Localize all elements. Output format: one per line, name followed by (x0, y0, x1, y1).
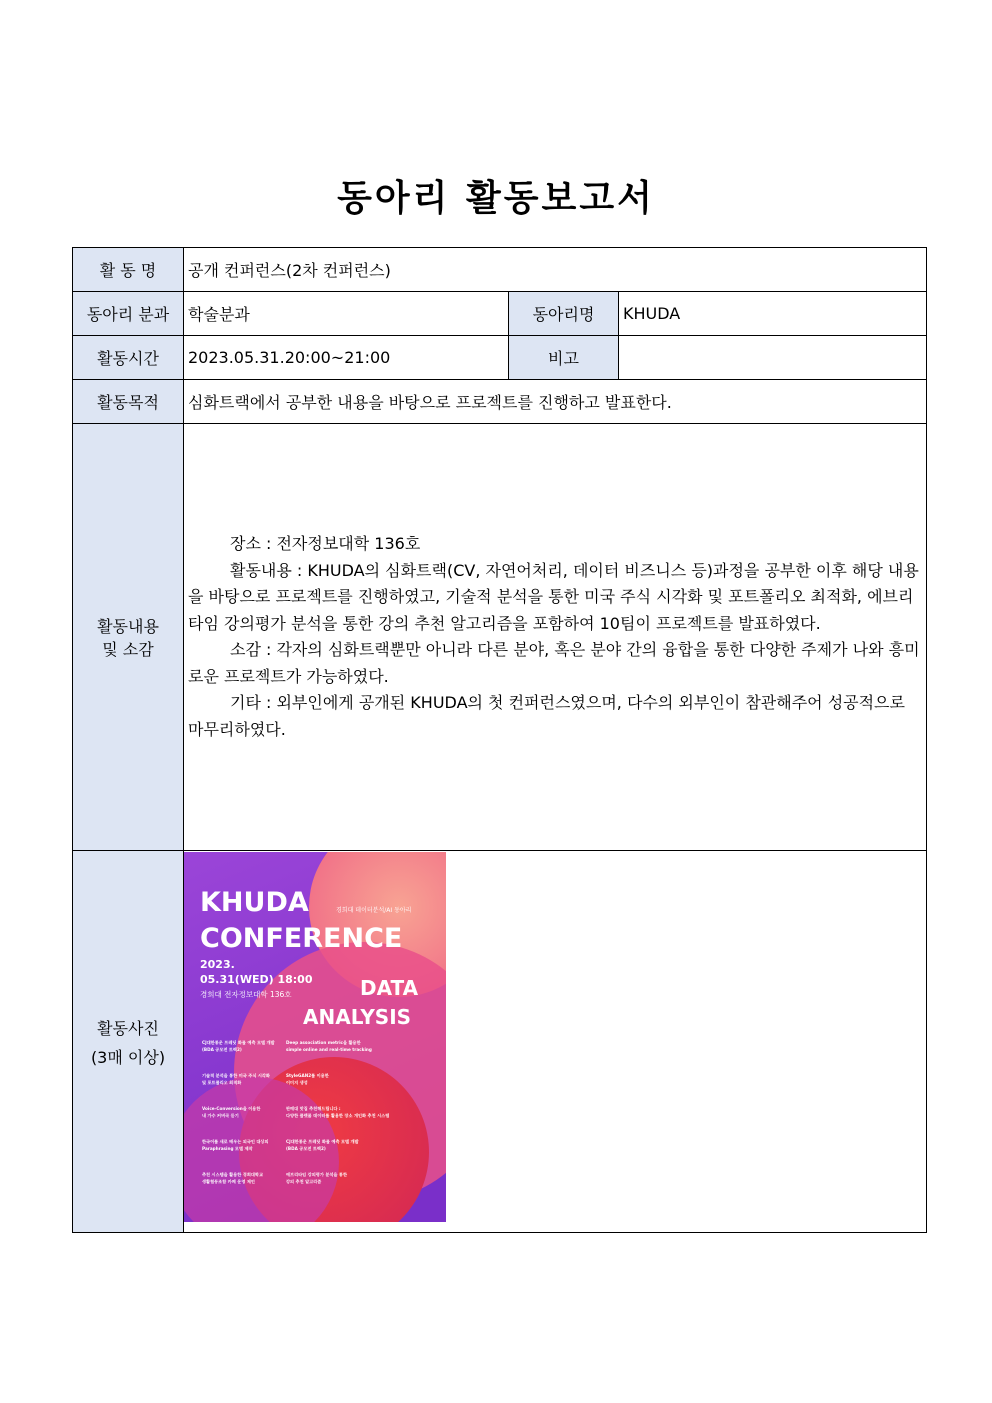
poster-project-title: 추천 시스템을 활용한 경희대학교 (202, 1172, 264, 1177)
label-photo (73, 851, 184, 1233)
value-content (184, 424, 927, 851)
content-body (188, 531, 922, 743)
poster-project-subtitle: Paraphrasing 모델 제작 (202, 1146, 253, 1151)
row-content (73, 424, 927, 851)
poster-project-title: Voice-Conversion을 이용한 (202, 1106, 261, 1111)
row-photo (73, 851, 927, 1233)
value-activity-name: 공개 컨퍼런스(2차 컨퍼런스) (184, 248, 927, 292)
poster-project-subtitle: 및 포트폴리오 최적화 (202, 1080, 242, 1085)
document-title: 동아리 활동보고서 (337, 178, 655, 219)
value-activity-time: 2023.05.31.20:00~21:00 (184, 336, 509, 380)
poster-project-title: 판매대 맛집 추천해드립니다 : (286, 1106, 341, 1111)
label-club-name: 동아리명 (509, 292, 619, 336)
value-club-name: KHUDA (619, 292, 927, 336)
row-activity-name (73, 248, 927, 292)
poster-title-1: KHUDA (200, 887, 309, 918)
label-photo-line2: (3매 이상) (90, 1047, 166, 1067)
poster-project-subtitle: simple online and real-time tracking (286, 1047, 372, 1052)
poster-project-title: 에브리타임 강의평가 분석을 통한 (286, 1172, 348, 1177)
label-activity-name: 활 동 명 (73, 248, 184, 292)
content-paragraph-impression: 소감 : 각자의 심화트랙뿐만 아니라 다른 분야, 혹은 분야 간의 융합을 통한 다양한 주제가 나와 흥미로운 프로젝트가 가능하였다. (188, 640, 920, 686)
poster-analysis: ANALYSIS (303, 1005, 412, 1029)
poster-project-title: 한국어를 새로 배우는 외국인 대상의 (202, 1139, 269, 1144)
poster-data: DATA (360, 976, 419, 1000)
poster-project-subtitle: 생활협동조합 카페 운영 제언 (202, 1179, 255, 1184)
poster-project-subtitle: 다양한 플랫폼 데이터를 활용한 장소 개인화 추천 시스템 (286, 1113, 390, 1118)
poster-project-title: CJ대한통운 프레딧 화물 예측 모델 개발 (202, 1040, 275, 1045)
value-remarks (619, 336, 927, 380)
report-table (72, 247, 927, 1233)
poster-project-subtitle: (BDA 공모전 트랙2) (202, 1047, 242, 1052)
label-club-division: 동아리 분과 (73, 292, 184, 336)
poster-project-subtitle: 이미지 생성 (286, 1080, 308, 1085)
poster-title-2: CONFERENCE (200, 923, 403, 954)
value-purpose: 심화트랙에서 공부한 내용을 바탕으로 프로젝트를 진행하고 발표한다. (184, 380, 927, 424)
poster-project-subtitle: 내 가수 커버곡 듣기 (202, 1113, 239, 1118)
row-activity-time (73, 336, 927, 380)
poster-project-title: 기술적 분석을 통한 미국 주식 시각화 (202, 1073, 270, 1078)
poster-project-subtitle: (BDA 공모전 트랙2) (286, 1146, 326, 1151)
label-remarks: 비고 (509, 336, 619, 380)
label-content-line2: 및 소감 (102, 640, 154, 659)
poster-venue: 경희대 전자정보대학 136호 (200, 990, 292, 999)
row-purpose (73, 380, 927, 424)
value-photo (184, 851, 927, 1233)
label-content-line1: 활동내용 (97, 617, 159, 636)
row-club-division (73, 292, 927, 336)
label-content (73, 424, 184, 851)
poster-club-tag: 경희대 데이터분석/AI 동아리 (336, 907, 412, 914)
poster-date-1: 2023. (200, 958, 235, 971)
poster-project-title: CJ대한통운 프레딧 화물 예측 모델 개발 (286, 1139, 359, 1144)
poster-project-title: Deep association metric을 활용한 (286, 1040, 361, 1045)
conference-poster-image (184, 852, 446, 1222)
value-club-division: 학술분과 (184, 292, 509, 336)
poster-date-2: 05.31(WED) 18:00 (200, 973, 313, 986)
poster-project-title: StyleGAN2를 이용한 (286, 1073, 329, 1078)
content-paragraph-location: 장소 : 전자정보대학 136호 (230, 534, 421, 553)
content-paragraph-activity: 활동내용 : KHUDA의 심화트랙(CV, 자연어처리, 데이터 비즈니스 등)과정을 공부한 이후 해당 내용을 바탕으로 프로젝트를 진행하였고, 기술적 분석을 통한 미국 주식 시각화 및 포트폴리오 최적화, 에브리타임 강의평가 분석을 통한 강의 추천 알고리즘을 포함하여 10팀이 프로젝트를 발표하였다. (188, 560, 919, 633)
content-paragraph-etc: 기타 : 외부인에게 공개된 KHUDA의 첫 컨퍼런스였으며, 다수의 외부인이 참관해주어 성공적으로 마무리하였다. (188, 693, 905, 739)
label-photo-line1: 활동사진 (97, 1018, 159, 1038)
label-purpose: 활동목적 (73, 380, 184, 424)
label-activity-time: 활동시간 (73, 336, 184, 380)
poster-project-subtitle: 강의 추천 알고리즘 (286, 1179, 322, 1184)
